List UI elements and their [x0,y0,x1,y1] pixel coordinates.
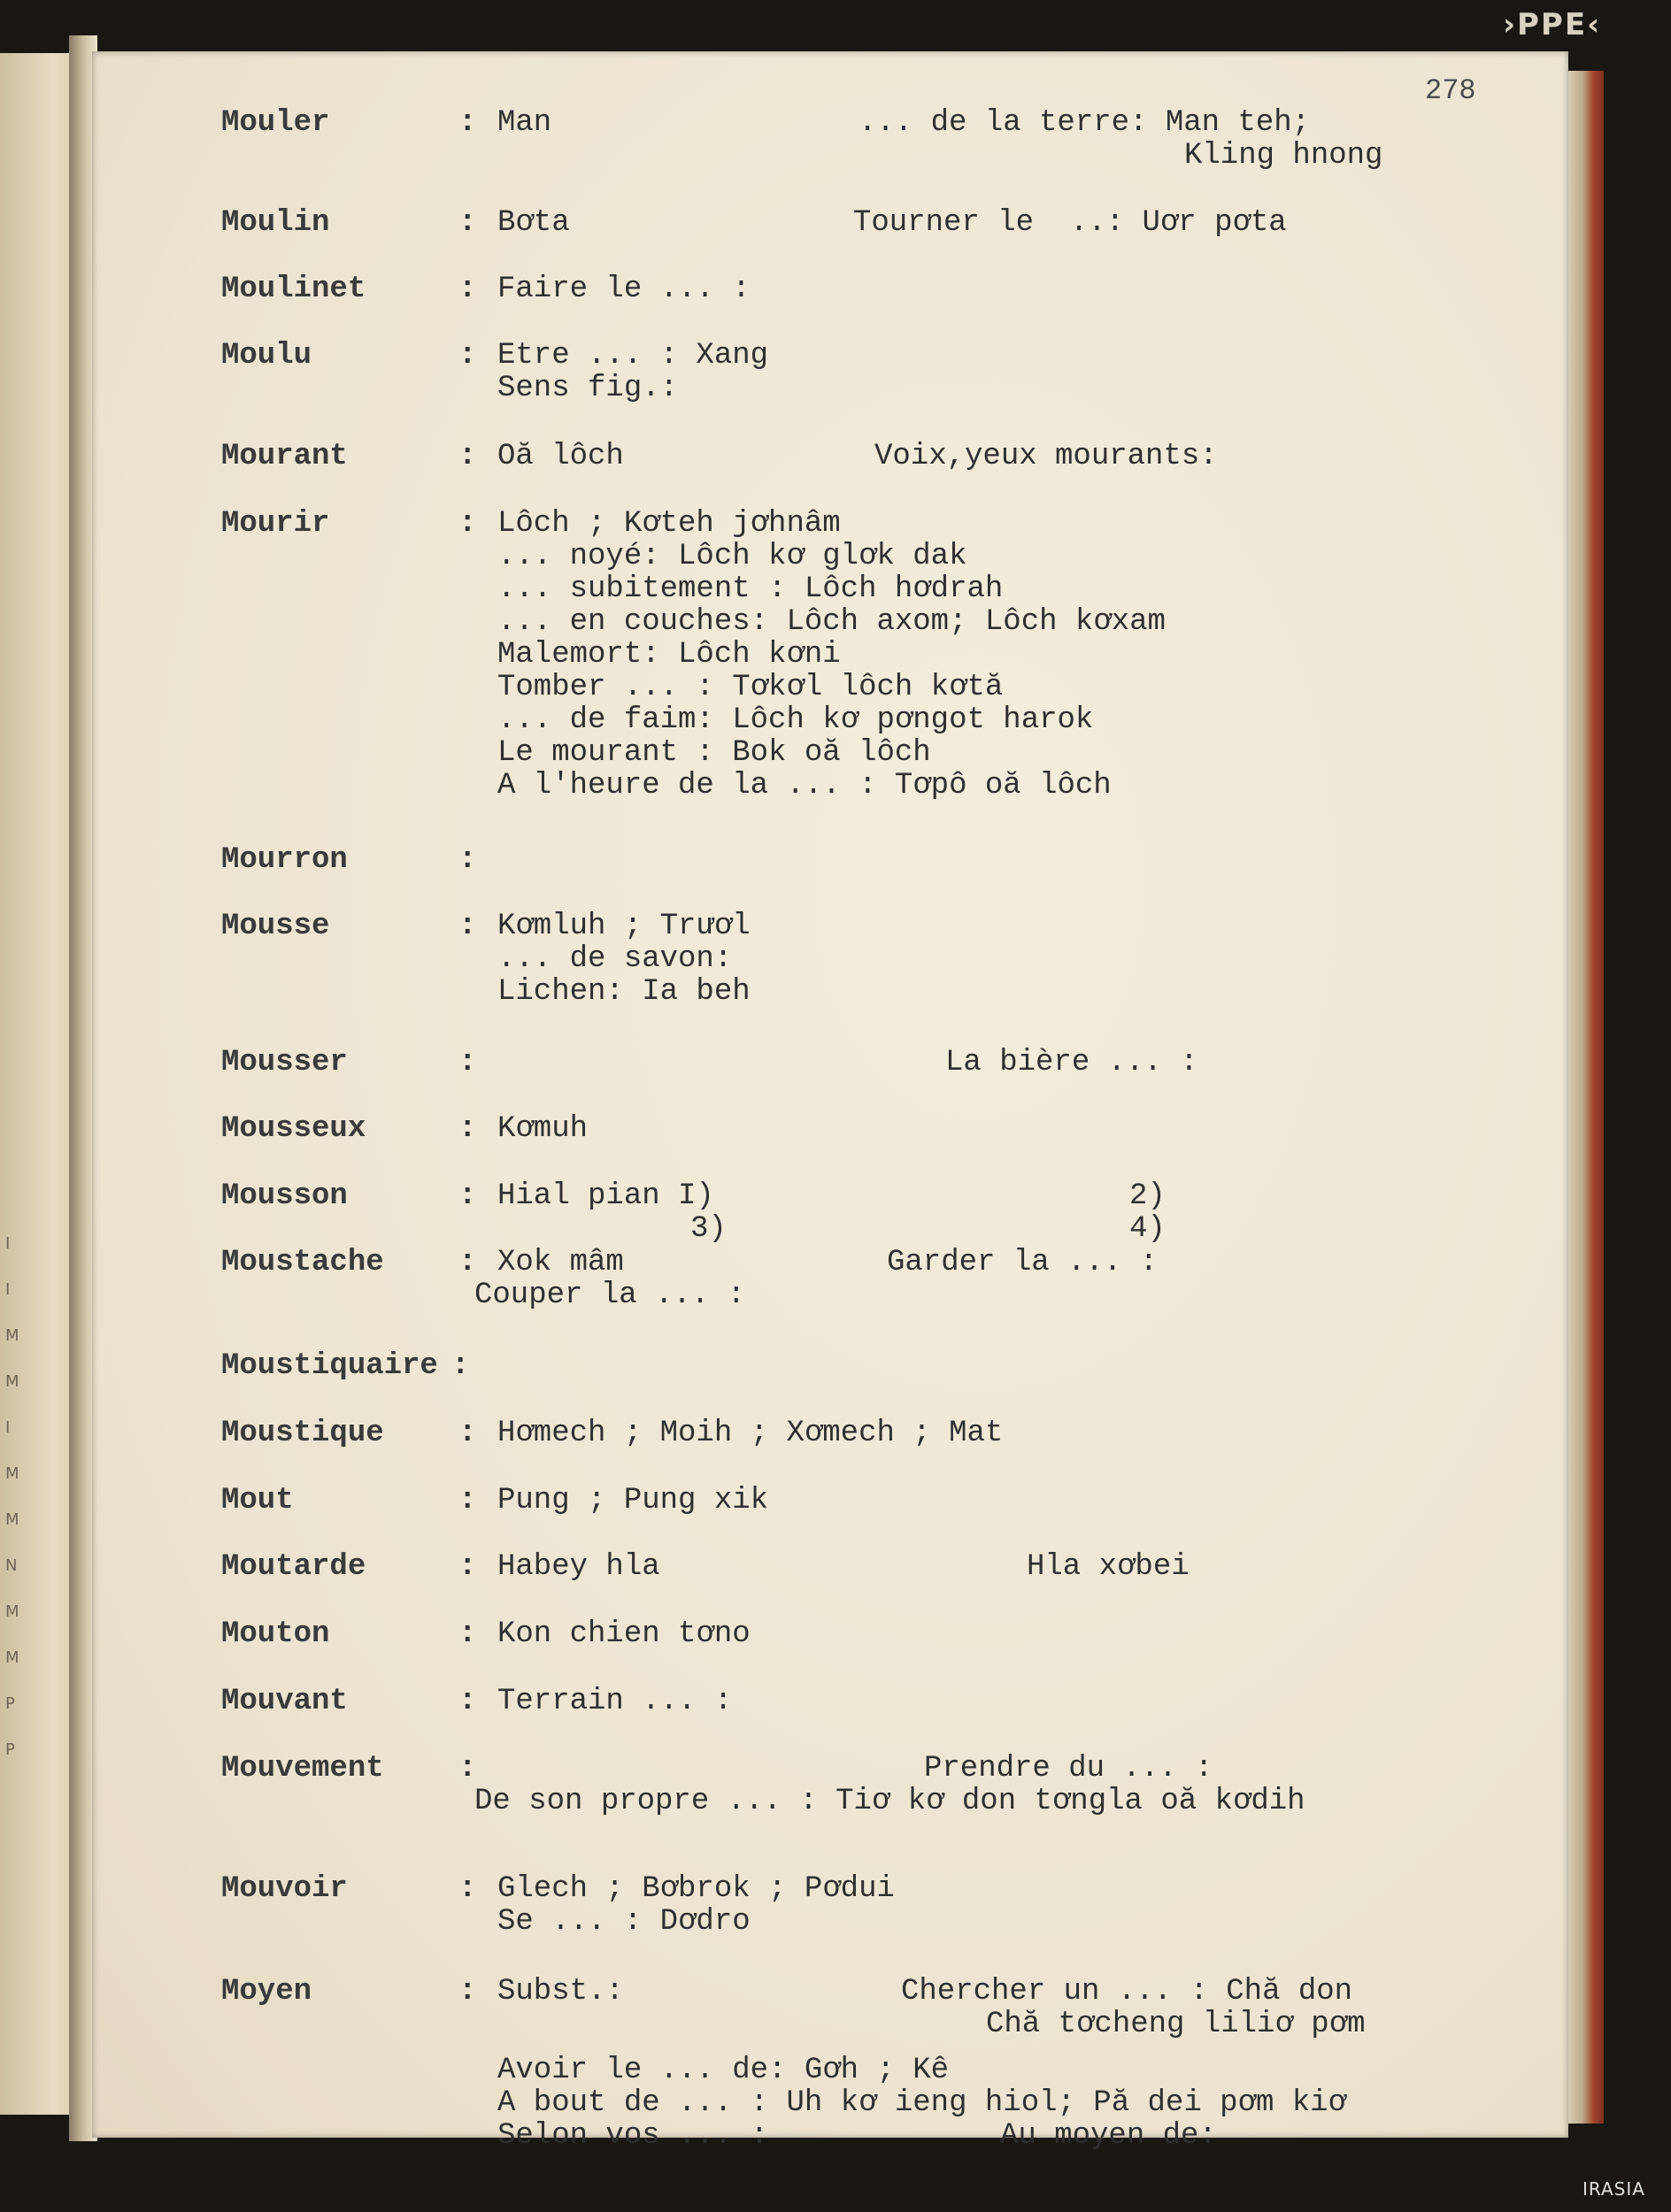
entry-text: Etre ... : Xang [497,339,769,373]
entry-text: 2) [1129,1179,1166,1213]
entry-separator: : [458,1484,477,1517]
entry-text: Kơmluh ; Trươl [497,910,751,943]
entry-separator: : [458,507,477,541]
left-margin-marks [0,1221,35,1773]
entry-text: Lôch ; Kơteh jơhnâm [497,507,841,541]
entry-headword: Mousser [221,1046,348,1079]
entry-headword: Moyen [221,1975,312,2008]
entry-text: ... noyé: Lôch kơ glơk dak [497,540,967,573]
entry-separator: : [458,1112,477,1146]
entry-text: Prendre du ... : [924,1752,1213,1786]
entry-headword: Mouvement [221,1752,384,1786]
entry-text: Habey hla [497,1550,660,1584]
margin-mark: I [5,1418,11,1437]
entry-separator: : [458,1975,477,2008]
entry-headword: Mouvant [221,1685,348,1718]
entry-text: ... de faim: Lôch kơ pơngot harok [497,703,1094,737]
entry-text: Chă tơcheng liliơ pơm [986,2008,1366,2041]
page-number: 278 [1425,74,1476,107]
entry-text: Garder la ... : [887,1246,1159,1279]
entry-separator: : [458,1417,477,1450]
entry-separator: : [458,106,477,140]
entry-text: Couper la ... : [474,1279,746,1312]
margin-mark: I [5,1280,11,1299]
entry-text: Faire le ... : [497,273,751,306]
entry-text: Hơmech ; Moih ; Xơmech ; Mat [497,1417,1004,1450]
entry-separator: : [458,1752,477,1786]
entry-separator: : [458,206,477,240]
entry-text: Tomber ... : Tơkơl lôch kơtă [497,671,1004,704]
entry-text: ... de savon: [497,942,733,976]
entry-text: Kon chien tơno [497,1617,751,1651]
entry-text: Selon vos ... : [497,2118,769,2153]
entry-text: 3) [690,1212,727,1246]
entry-separator: : [458,1617,477,1651]
entry-headword: Mourron [221,843,348,877]
margin-mark: M [5,1464,19,1483]
entry-headword: Moulu [221,339,312,373]
entry-separator: : [458,273,477,306]
entry-separator: : [458,440,477,473]
document-page [92,51,1568,2138]
corner-mark: ›PPE‹ [1503,7,1602,42]
entry-text: La bière ... : [945,1046,1198,1079]
entry-text: Kling hnong [1184,139,1383,173]
entry-separator: : [458,1179,477,1213]
entry-headword: Moulinet [221,273,366,306]
entry-headword: Mourir [221,507,330,541]
page-stack-edge [1568,71,1604,2124]
entry-text: Le mourant : Bok oă lôch [497,736,931,770]
entry-text: 4) [1129,1212,1166,1246]
entry-separator: : [458,1872,477,1906]
margin-mark: P [5,1694,15,1713]
entry-separator: : [458,910,477,943]
margin-mark: M [5,1602,19,1621]
entry-text: Lichen: Ia beh [497,975,751,1009]
entry-headword: Mouton [221,1617,330,1651]
entry-headword: Mout [221,1484,294,1517]
entry-text: Hial pian I) [497,1179,714,1213]
entry-text: Terrain ... : [497,1685,733,1718]
entry-separator: : [458,1046,477,1079]
entry-separator: : [458,1685,477,1718]
entry-separator: : [451,1349,470,1383]
entry-text: Avoir le ... de: Gơh ; Kê [497,2053,950,2087]
watermark: IRASIA [1582,2178,1645,2200]
entry-text: Chercher un ... : Chă don [901,1975,1353,2008]
entry-text: Hla xơbei [1027,1550,1190,1584]
margin-mark: I [5,1234,11,1253]
entry-headword: Mousseux [221,1112,366,1146]
entry-text: ... en couches: Lôch axom; Lôch kơxam [497,605,1166,639]
entry-headword: Moustache [221,1246,384,1279]
entry-headword: Mouler [221,106,330,140]
entry-separator: : [458,1246,477,1279]
margin-mark: P [5,1740,15,1759]
entry-headword: Moustique [221,1417,384,1450]
entry-text: ... subitement : Lôch hơdrah [497,572,1004,606]
entry-text: Oă lôch [497,440,624,473]
entry-text: A bout de ... : Uh kơ ieng hiol; Pă dei pơm kiơ [497,2085,1346,2120]
entry-text: Se ... : Dơdro [497,1905,751,1939]
entry-headword: Moutarde [221,1550,366,1584]
entry-text: Au moyen de: [1000,2118,1217,2153]
margin-mark: M [5,1510,19,1529]
entry-text: Xok mâm [497,1246,624,1279]
margin-mark: M [5,1326,19,1345]
entry-text: Glech ; Bơbrok ; Pơdui [497,1872,895,1906]
entry-text: Tourner le ..: Uơr pơta [853,206,1287,240]
margin-mark: M [5,1648,19,1667]
entry-text: ... de la terre: Man teh; [859,106,1311,140]
entry-text: Kơmuh [497,1112,589,1146]
entry-headword: Mouvoir [221,1872,348,1906]
entry-text: A l'heure de la ... : Tơpô oă lôch [497,769,1112,803]
entry-separator: : [458,843,477,877]
entry-headword: Mousse [221,910,330,943]
entry-separator: : [458,1550,477,1584]
entry-text: Man [497,106,552,140]
entry-text: Pung ; Pung xik [497,1484,769,1517]
entry-headword: Moulin [221,206,330,240]
entry-headword: Moustiquaire [221,1349,438,1383]
margin-mark: N [5,1556,18,1575]
entry-separator: : [458,339,477,373]
entry-text: Subst.: [497,1975,624,2008]
entry-text: Sens fig.: [497,372,679,405]
entry-headword: Mousson [221,1179,348,1213]
entry-text: Bơta [497,206,570,240]
entry-headword: Mourant [221,440,348,473]
margin-mark: M [5,1372,19,1391]
entry-text: Malemort: Lôch kơni [497,638,841,672]
entry-text: Voix,yeux mourants: [874,440,1218,473]
entry-text: De son propre ... : Tiơ kơ don tơngla oă kơdih [474,1785,1305,1818]
